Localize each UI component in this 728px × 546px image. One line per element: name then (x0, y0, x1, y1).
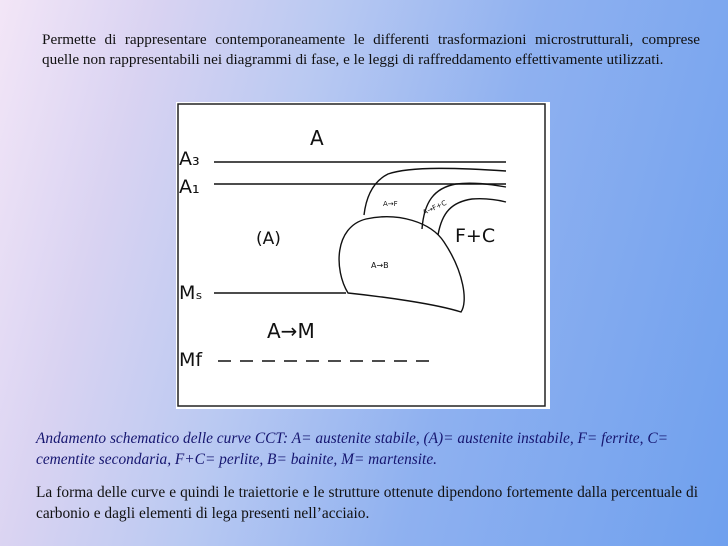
pearlite-label: F+C (455, 225, 496, 247)
mf-label: Mf (179, 349, 203, 371)
a1-label: A₁ (179, 176, 200, 198)
stable-austenite-label: A (310, 126, 324, 150)
bainite-transform-label: A→B (371, 261, 389, 270)
intro-paragraph: Permette di rappresentare contemporaneamente le differenti trasformazioni microstrutturali, comprese quelle non rappresentabili nei diagrammi di fase, e le leggi di raffreddamento effettivamente utilizzati. (42, 31, 700, 68)
pearlite-transform-label: A→F+C (421, 198, 448, 217)
a3-label: A₃ (179, 148, 200, 170)
martensite-transform-label: A→M (267, 319, 315, 343)
cct-diagram-svg (176, 102, 550, 409)
ms-label: Mₛ (179, 282, 203, 304)
diagram-caption: Andamento schematico delle curve CCT: A= austenite stabile, (A)= austenite instabile, F= ferrite, C= cementite secondaria, F+C= perlite, B= bainite, M= martensite. (36, 430, 668, 468)
bainite-region-curve (339, 217, 464, 312)
unstable-austenite-label: (A) (256, 229, 281, 249)
ferrite-transform-label: A→F (383, 200, 398, 208)
note-paragraph: La forma delle curve e quindi le traiettorie e le strutture ottenute dipendono fortemente dalla percentuale di carbonio e dagli elementi di lega presenti nell’acciaio. (36, 484, 698, 522)
cct-diagram (176, 102, 550, 409)
